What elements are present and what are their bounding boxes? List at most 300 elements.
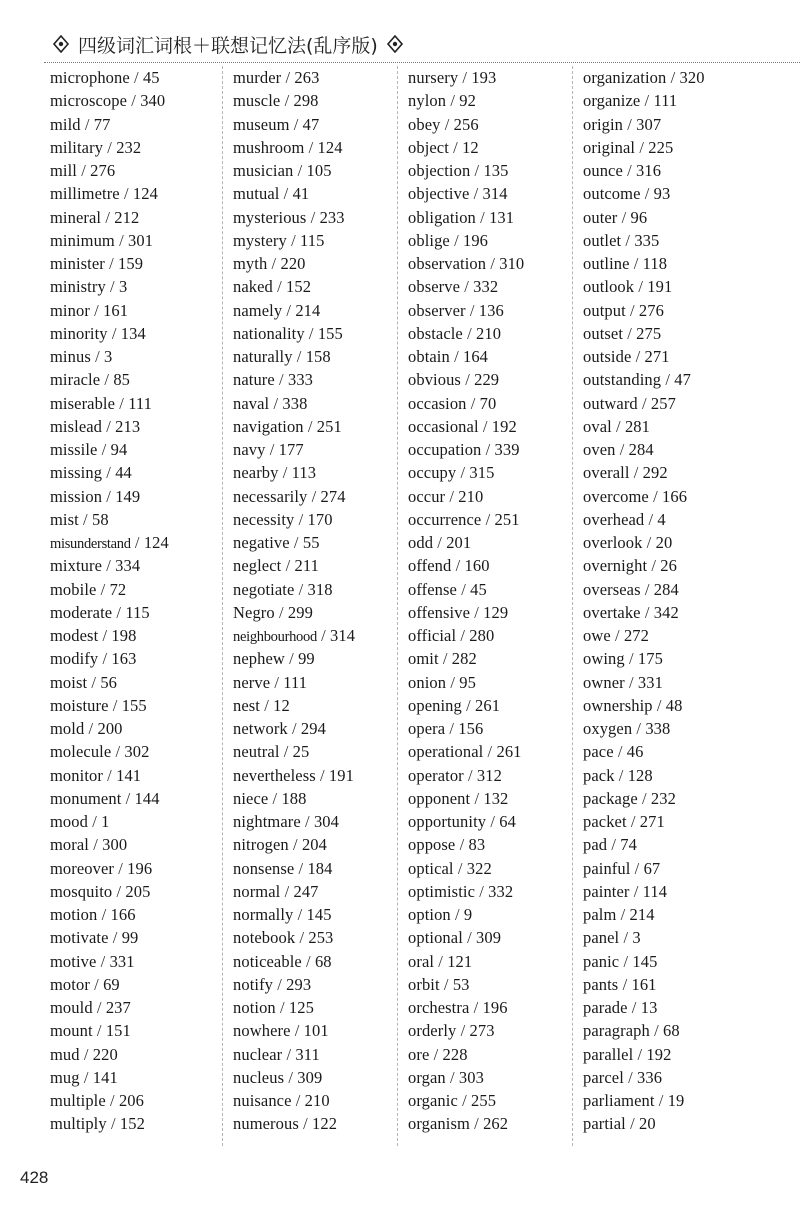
entry-separator: / (634, 277, 648, 297)
entry-word: mug (50, 1067, 80, 1087)
index-entry (50, 66, 222, 89)
entry-word: mosquito (50, 881, 113, 901)
entry-page: 193 (471, 68, 497, 87)
entry-page: 3 (632, 928, 641, 948)
index-entry (50, 368, 222, 391)
entry-page: 340 (140, 91, 166, 111)
entry-word: mood (50, 812, 88, 831)
entry-word: pants (583, 974, 619, 994)
entry-separator: / (304, 323, 318, 343)
entry-word: oblige (408, 230, 450, 250)
entry-word: musician (233, 161, 294, 180)
entry-page: 304 (313, 812, 339, 831)
entry-page: 276 (638, 300, 664, 320)
entry-separator: / (101, 207, 115, 227)
entry-separator: / (87, 812, 102, 831)
entry-page: 205 (125, 881, 151, 901)
entry-separator: / (281, 556, 295, 576)
entry-word: objection (408, 161, 471, 180)
entry-separator: / (644, 509, 658, 529)
entry-word: nationality (233, 323, 305, 343)
entry-word: mushroom (233, 137, 305, 157)
entry-page: 301 (128, 230, 154, 250)
index-entry (50, 136, 222, 159)
index-entry (408, 578, 572, 601)
index-entry (50, 601, 222, 624)
entry-page: 253 (308, 928, 334, 948)
entry-word: nuclear (233, 1044, 283, 1064)
entry-separator: / (462, 928, 477, 948)
entry-word: occasional (408, 416, 479, 436)
index-entry (408, 787, 572, 810)
entry-word: organize (583, 91, 641, 111)
entry-word: outlet (583, 230, 622, 250)
entry-separator: / (105, 1091, 119, 1110)
entry-separator: / (290, 1021, 304, 1041)
entry-separator: / (115, 393, 129, 413)
entry-word: origin (583, 114, 624, 134)
entry-page: 159 (118, 254, 144, 273)
entry-separator: / (92, 998, 106, 1017)
entry-separator: / (259, 695, 274, 715)
entry-word: ownership (583, 695, 653, 715)
entry-separator: / (448, 137, 463, 157)
entry-word: organism (408, 1114, 470, 1134)
entry-page: 64 (499, 812, 516, 831)
entry-separator: / (96, 951, 110, 971)
entry-word: missing (50, 463, 103, 483)
entry-separator: / (108, 695, 122, 715)
entry-separator: / (440, 114, 454, 134)
index-entry (583, 973, 747, 996)
index-entry (583, 275, 747, 298)
index-entry (233, 136, 397, 159)
entry-separator: / (77, 161, 91, 180)
entry-separator: / (301, 951, 315, 971)
entry-word: network (233, 719, 288, 738)
entry-page: 3 (118, 277, 128, 297)
entry-page: 196 (462, 230, 489, 250)
entry-page: 122 (312, 1114, 338, 1134)
entry-word: overhead (583, 509, 645, 529)
entry-page: 164 (462, 347, 489, 366)
entry-page: 281 (624, 416, 651, 436)
index-entry (408, 694, 572, 717)
index-entry (408, 206, 572, 229)
entry-separator: / (466, 393, 480, 413)
entry-word: outcome (583, 184, 641, 204)
index-entry (50, 229, 222, 252)
entry-page: 19 (667, 1091, 685, 1110)
entry-word: moderate (50, 602, 113, 622)
entry-page: 115 (300, 230, 325, 250)
entry-page: 332 (473, 277, 499, 297)
index-entry (583, 415, 747, 438)
entry-separator: / (460, 277, 474, 297)
entry-page: 170 (307, 509, 333, 529)
index-entry (583, 578, 747, 601)
entry-separator: / (631, 347, 645, 366)
entry-separator: / (103, 137, 117, 157)
entry-separator: / (640, 91, 654, 111)
index-entry (233, 671, 397, 694)
entry-page: 284 (653, 579, 679, 599)
entry-word: nearby (233, 463, 279, 483)
entry-page: 210 (458, 486, 484, 506)
entry-word: orbit (408, 974, 440, 994)
entry-separator: / (461, 695, 475, 715)
entry-page: 85 (113, 370, 131, 390)
index-entry (408, 182, 572, 205)
index-entry (583, 1066, 747, 1089)
entry-page: 331 (109, 951, 135, 971)
entry-word: offense (408, 579, 457, 599)
entry-page: 145 (632, 951, 658, 971)
entry-word: panel (583, 928, 620, 948)
entry-page: 163 (111, 649, 137, 669)
entry-separator: / (111, 742, 125, 762)
entry-word: motor (50, 974, 90, 994)
entry-word: mission (50, 486, 103, 506)
entry-page: 53 (452, 974, 470, 994)
entry-separator: / (629, 463, 643, 483)
entry-page: 201 (446, 533, 472, 552)
entry-word: omit (408, 649, 439, 669)
entry-page: 251 (316, 416, 342, 436)
entry-separator: / (458, 68, 472, 87)
entry-separator: / (640, 602, 654, 622)
entry-page: 77 (93, 114, 111, 134)
entry-separator: / (129, 68, 143, 87)
entry-separator: / (291, 1091, 305, 1110)
entry-separator: / (439, 974, 453, 994)
entry-separator: / (654, 1091, 668, 1110)
index-entry (50, 299, 222, 322)
index-entry (50, 903, 222, 926)
entry-word: molecule (50, 742, 112, 762)
entry-page: 237 (105, 998, 131, 1017)
entry-word: moreover (50, 858, 115, 878)
index-entry (408, 950, 572, 973)
index-entry (408, 229, 572, 252)
entry-word: normally (233, 905, 294, 924)
index-entry (583, 740, 747, 763)
entry-separator: / (293, 161, 307, 180)
entry-word: mud (50, 1044, 80, 1064)
entry-page: 220 (280, 254, 306, 273)
entry-separator: / (649, 1021, 664, 1041)
entry-separator: / (278, 463, 292, 483)
entry-page: 144 (134, 788, 160, 808)
entry-separator: / (616, 905, 630, 924)
entry-page: 25 (292, 742, 310, 762)
index-entry (583, 531, 747, 554)
index-entry (583, 206, 747, 229)
entry-page: 299 (287, 602, 313, 622)
entry-separator: / (102, 556, 116, 576)
entry-page: 152 (119, 1114, 145, 1134)
index-column-1 (48, 66, 222, 1146)
entry-separator: / (96, 579, 110, 599)
entry-page: 45 (470, 579, 487, 599)
entry-word: organic (408, 1091, 458, 1110)
index-entry (233, 1019, 397, 1042)
entry-word: normal (233, 881, 281, 901)
index-entry (408, 601, 572, 624)
entry-page: 72 (109, 579, 127, 599)
entry-separator: / (456, 1021, 470, 1041)
entry-page: 125 (288, 998, 314, 1017)
entry-page: 214 (295, 300, 321, 320)
entry-page: 191 (328, 765, 354, 785)
index-entry (233, 601, 397, 624)
entry-word: oppose (408, 835, 456, 855)
entry-page: 255 (471, 1091, 497, 1110)
entry-separator: / (304, 137, 318, 157)
entry-page: 67 (643, 858, 661, 878)
entry-word: nitrogen (233, 835, 289, 855)
index-entry (50, 973, 222, 996)
entry-word: nerve (233, 672, 271, 692)
entry-page: 4 (657, 509, 666, 529)
entry-word: moisture (50, 695, 109, 715)
entry-page: 294 (300, 719, 326, 738)
entry-separator: / (450, 905, 464, 924)
entry-word: mysterious (233, 207, 307, 227)
entry-word: outlook (583, 277, 635, 297)
entry-page: 309 (476, 928, 502, 948)
index-entry (408, 554, 572, 577)
entry-page: 229 (474, 370, 500, 390)
index-entry (233, 206, 397, 229)
entry-separator: / (78, 509, 92, 529)
index-entry (583, 880, 747, 903)
index-entry (408, 322, 572, 345)
entry-separator: / (607, 835, 621, 855)
entry-word: opening (408, 695, 462, 715)
entry-separator: / (647, 556, 661, 576)
entry-word: optimistic (408, 881, 475, 901)
index-entry (233, 787, 397, 810)
index-entry (50, 159, 222, 182)
entry-separator: / (625, 300, 639, 320)
entry-separator: / (267, 254, 281, 273)
index-entry (233, 903, 397, 926)
index-entry (50, 392, 222, 415)
entry-separator: / (661, 370, 675, 390)
entry-word: oven (583, 440, 616, 459)
entry-word: notebook (233, 928, 296, 948)
entry-page: 111 (128, 393, 153, 413)
entry-page: 300 (102, 835, 128, 855)
index-entry (233, 578, 397, 601)
entry-word: owe (583, 626, 611, 645)
index-entry (233, 275, 397, 298)
index-entry (50, 345, 222, 368)
entry-separator: / (303, 416, 317, 436)
entry-page: 247 (293, 881, 319, 901)
index-entry (50, 857, 222, 880)
entry-page: 261 (475, 695, 501, 715)
entry-word: owner (583, 672, 625, 692)
entry-page: 166 (110, 905, 136, 924)
entry-word: minority (50, 323, 108, 343)
entry-page: 132 (483, 788, 509, 808)
entry-page: 272 (623, 626, 649, 645)
entry-word: microscope (50, 91, 128, 111)
entry-word: museum (233, 114, 290, 134)
entry-separator: / (90, 347, 104, 366)
index-column-4 (572, 66, 747, 1146)
entry-word: negative (233, 533, 290, 552)
index-entry (233, 229, 397, 252)
entry-separator: / (275, 998, 289, 1017)
entry-separator: / (483, 742, 497, 762)
entry-word: partial (583, 1114, 626, 1134)
index-entry (233, 857, 397, 880)
entry-word: ounce (583, 161, 623, 180)
entry-page: 276 (90, 161, 116, 180)
entry-word: nucleus (233, 1067, 285, 1087)
entry-separator: / (284, 1067, 298, 1087)
index-entry (408, 996, 572, 1019)
entry-word: overall (583, 463, 630, 483)
index-entry (408, 647, 572, 670)
index-entry (233, 531, 397, 554)
entry-word: oval (583, 416, 612, 436)
index-entry (233, 299, 397, 322)
entry-separator: / (265, 440, 279, 459)
entry-page: 331 (637, 672, 663, 692)
entry-word: mineral (50, 207, 102, 227)
index-entry (583, 694, 747, 717)
entry-word: nonsense (233, 858, 295, 878)
entry-separator: / (445, 1067, 459, 1087)
entry-page: 212 (114, 207, 140, 227)
entry-separator: / (89, 835, 103, 855)
index-entry (408, 880, 572, 903)
entry-word: mold (50, 719, 85, 738)
entry-word: original (583, 137, 636, 157)
entry-separator: / (292, 347, 306, 366)
entry-separator: / (293, 905, 307, 924)
index-entry (408, 159, 572, 182)
index-entry (233, 694, 397, 717)
entry-separator: / (462, 323, 477, 343)
entry-separator: / (456, 626, 470, 645)
index-entry (583, 461, 747, 484)
entry-word: output (583, 300, 626, 320)
index-entry (583, 252, 747, 275)
entry-page: 314 (482, 184, 508, 204)
index-entry (233, 345, 397, 368)
entry-word: naked (233, 277, 273, 297)
index-entry (50, 113, 222, 136)
entry-word: parade (583, 998, 628, 1017)
entry-separator: / (97, 440, 111, 459)
entry-word: objective (408, 184, 470, 204)
entry-page: 280 (469, 626, 495, 645)
entry-page: 192 (491, 416, 517, 436)
entry-separator: / (270, 672, 284, 692)
entry-word: motion (50, 905, 98, 924)
index-entry (233, 113, 397, 136)
entry-page: 160 (464, 556, 490, 576)
entry-page: 113 (291, 463, 317, 483)
index-entry (408, 531, 572, 554)
entry-word: offensive (408, 602, 470, 622)
entry-separator: / (648, 486, 662, 506)
index-entry (583, 1019, 747, 1042)
index-entry (233, 392, 397, 415)
entry-separator: / (626, 812, 640, 831)
index-entry (50, 1019, 222, 1042)
index-entry (233, 647, 397, 670)
entry-separator: / (623, 1067, 638, 1087)
index-entry (583, 857, 747, 880)
entry-separator: / (300, 812, 314, 831)
entry-page: 121 (447, 951, 473, 971)
index-entry (408, 624, 572, 647)
entry-separator: / (298, 1114, 313, 1134)
entry-word: mist (50, 509, 79, 529)
entry-page: 128 (627, 765, 653, 785)
entry-word: parliament (583, 1091, 655, 1110)
entry-word: option (408, 905, 451, 924)
index-entry (583, 159, 747, 182)
index-entry (408, 740, 572, 763)
entry-separator: / (486, 812, 500, 831)
entry-word: navy (233, 440, 266, 459)
entry-page: 192 (646, 1044, 672, 1064)
entry-separator: / (106, 1114, 120, 1134)
entry-page: 214 (629, 905, 655, 924)
entry-word: overcome (583, 486, 649, 506)
entry-word: mount (50, 1021, 93, 1041)
entry-page: 198 (111, 626, 137, 645)
entry-page: 45 (142, 68, 160, 87)
entry-word: parallel (583, 1044, 634, 1064)
entry-separator: / (114, 858, 128, 878)
index-entry (408, 810, 572, 833)
index-entry (50, 438, 222, 461)
entry-page: 220 (92, 1044, 118, 1064)
entry-word: miracle (50, 370, 101, 390)
entry-word: nowhere (233, 1021, 291, 1041)
entry-separator: / (470, 161, 484, 180)
entry-separator: / (469, 998, 483, 1017)
entry-word: oxygen (583, 719, 633, 738)
entry-word: paragraph (583, 1021, 650, 1041)
entry-word: multiple (50, 1091, 106, 1110)
entry-word: orderly (408, 1021, 457, 1041)
entry-word: mobile (50, 579, 97, 599)
entry-word: odd (408, 533, 434, 552)
entry-page: 47 (674, 370, 691, 390)
index-entry (408, 66, 572, 89)
entry-separator: / (469, 1114, 484, 1134)
entry-separator: / (486, 254, 500, 273)
entry-page: 124 (132, 184, 158, 204)
entry-separator: / (87, 672, 101, 692)
entry-separator: / (623, 114, 637, 134)
entry-page: 166 (662, 486, 688, 506)
index-entry (408, 1019, 572, 1042)
entry-separator: / (268, 788, 282, 808)
index-entry (408, 368, 572, 391)
entry-separator: / (465, 300, 479, 320)
entry-word: neglect (233, 556, 282, 576)
